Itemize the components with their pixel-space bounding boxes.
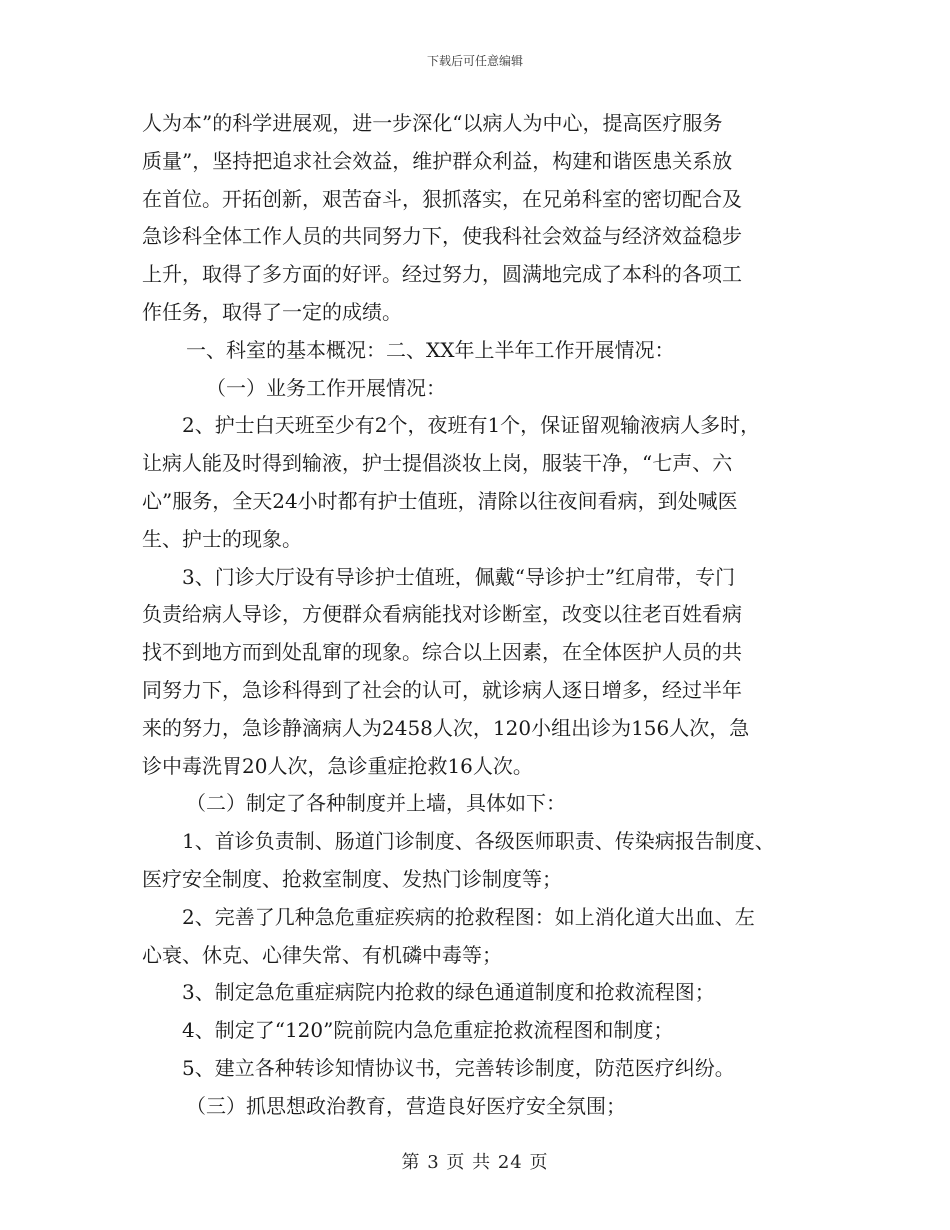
text-line: 让病人能及时得到输液，护士提倡淡妆上岗，服装干净，“七声、六 [142, 451, 733, 476]
page-header: 下载后可任意编辑 [426, 54, 523, 68]
text-line: （一）业务工作开展情况： [206, 375, 446, 400]
text-line: 作任务，取得了一定的成绩。 [142, 299, 402, 324]
text-line: 生、护士的现象。 [142, 526, 302, 551]
text-line: 医疗安全制度、抢救室制度、发热门诊制度等； [142, 866, 562, 891]
document-body [142, 105, 822, 1126]
text-line: 心衰、休克、心律失常、有机磷中毒等； [142, 942, 502, 967]
text-line: 3、门诊大厅设有导诊护士值班，佩戴“导诊护士”红肩带，专门 [182, 564, 736, 589]
text-line: 在首位。开拓创新，艰苦奋斗，狠抓落实，在兄弟科室的密切配合及 [142, 186, 742, 211]
text-line: 4、制定了“120”院前院内急危重症抢救流程图和制度； [182, 1018, 674, 1043]
text-line: 负责给病人导诊，方便群众看病能找对诊断室，改变以往老百姓看病 [142, 602, 742, 627]
text-line: 2、完善了几种急危重症疾病的抢救程图：如上消化道大出血、左 [182, 904, 755, 929]
text-line: 1、首诊负责制、肠道门诊制度、各级医师职责、传染病报告制度、 [182, 829, 775, 854]
page-number: 第 3 页 共 24 页 [401, 1152, 549, 1173]
text-line: 上升，取得了多方面的好评。经过努力，圆满地完成了本科的各项工 [142, 262, 742, 287]
text-line: 同努力下，急诊科得到了社会的认可，就诊病人逐日增多，经过半年 [142, 677, 742, 702]
text-line: 一、科室的基本概况：二、XX年上半年工作开展情况： [186, 337, 675, 362]
text-line: 质量”，坚持把追求社会效益，维护群众利益，构建和谐医患关系放 [142, 148, 733, 173]
text-line: 心”服务，全天24小时都有护士值班，清除以往夜间看病，到处喊医 [142, 488, 738, 513]
text-line: 人为本”的科学进展观，进一步深化“以病人为中心，提高医疗服务 [142, 111, 723, 135]
text-line: 找不到地方而到处乱窜的现象。综合以上因素，在全体医护人员的共 [142, 640, 742, 665]
text-line: 诊中毒洗胃20人次，急诊重症抢救16人次。 [142, 753, 533, 778]
text-line: 5、建立各种转诊知情协议书，完善转诊制度，防范医疗纠纷。 [182, 1055, 735, 1080]
text-line: （二）制定了各种制度并上墙，具体如下： [186, 791, 566, 816]
text-line: 急诊科全体工作人员的共同努力下，使我科社会效益与经济效益稳步 [142, 224, 742, 249]
text-line: 3、制定急危重症病院内抢救的绿色通道制度和抢救流程图； [182, 980, 715, 1005]
text-line: 2、护士白天班至少有2个，夜班有1个，保证留观输液病人多时， [182, 413, 761, 438]
text-line: （三）抓思想政治教育，营造良好医疗安全氛围； [186, 1093, 626, 1118]
text-line: 来的努力，急诊静滴病人为2458人次，120小组出诊为156人次，急 [142, 715, 750, 740]
